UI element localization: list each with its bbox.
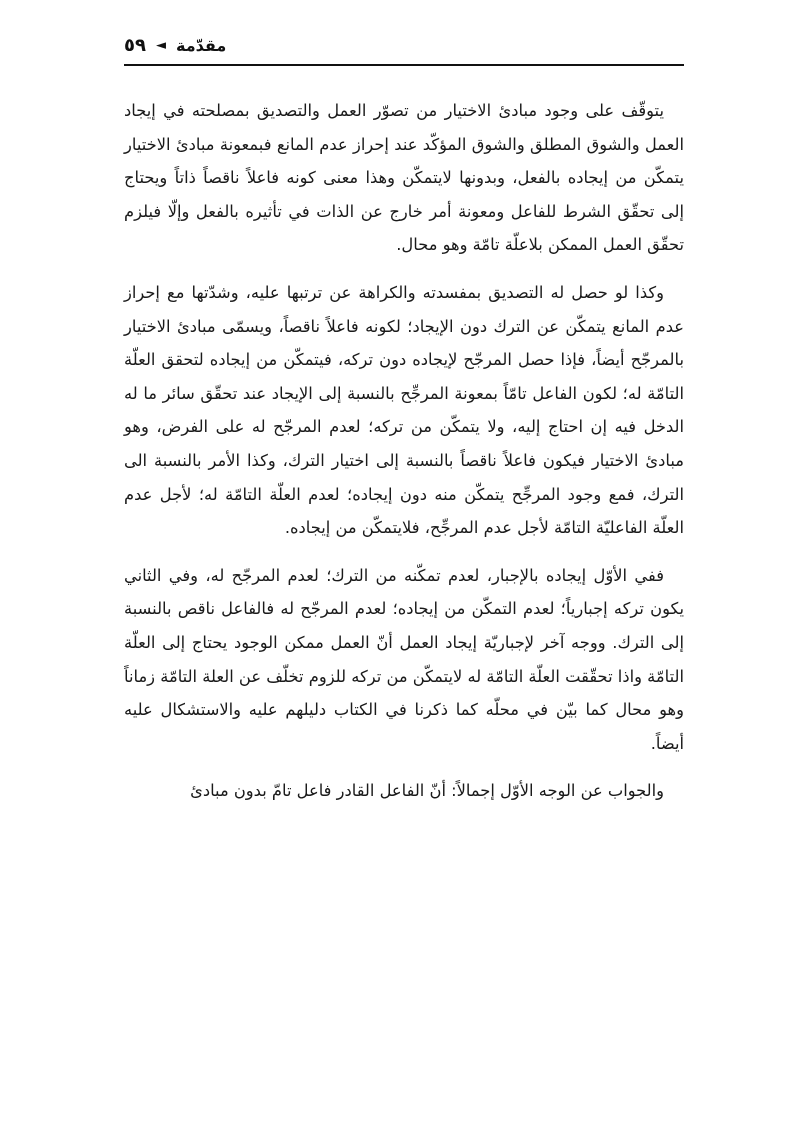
header-divider	[124, 64, 684, 66]
page-number: ٥٩	[124, 34, 146, 56]
running-header	[124, 28, 684, 62]
body-text	[124, 94, 684, 808]
paragraph: وكذا لو حصل له التصديق بمفسدته والكراهة عن ترتبها عليه، وشدّتها مع إحراز عدم المانع يتمكّن عن الترك دون الإيجاد؛ لكونه فاعلاً ناقصاً، ويسمّى مبادئ الاختيار بالمرجّح أيضاً، فإذا حصل المرجّح لإيجاده دون تركه، فيتمكّن من إيجاده لتحقق العلّة التامّة له؛ لكون الفاعل تامّاً بمعونة المرجِّح بالنسبة إلى الإيجاد عند تحقّق سائر ما له الدخل فيه إن احتاج إليه، ولا يتمكّن من تركه؛ لعدم المرجّح له على الفرض، وهو مبادئ الاختيار فيكون فاعلاً ناقصاً بالنسبة إلى اختيار الترك، وكذا الأمر بالنسبة الى الترك، فمع وجود المرجِّح يتمكّن منه دون إيجاده؛ لعدم العلّة التامّة له؛ لأجل عدم العلّة الفاعليّة التامّة لأجل عدم المرجِّح، فلايتمكّن من إيجاده.	[124, 282, 684, 538]
section-title: مقدّمة	[175, 35, 227, 55]
left-arrow-icon: ◄	[155, 37, 166, 53]
paragraph: يتوقّف على وجود مبادئ الاختيار من تصوّر العمل والتصديق بمصلحته في إيجاد العمل والشوق المطلق والشوق المؤكّد عند إحراز عدم المانع فبمعونة مبادئ الاختيار يتمكّن من إيجاده بالفعل، وبدونها لايتمكّن وهذا معنى كونه فاعلاً ناقصاً ذاتاً ويحتاج إلى تحقّق الشرط للفاعل ومعونة أمر خارج عن الذات في تأثيره بالفعل وإلّا فيلزم تحقّق العمل الممكن بلاعلّة تامّة وهو محال.	[124, 101, 684, 255]
paragraph: والجواب عن الوجه الأوّل إجمالاً: أنّ الفاعل القادر فاعل تامّ بدون مبادئ	[190, 781, 664, 801]
paragraph: ففي الأوّل إيجاده بالإجبار، لعدم تمكّنه من الترك؛ لعدم المرجّح له، وفي الثاني يكون تركه إجبارياً؛ لعدم التمكّن من إيجاده؛ لعدم المرجّح له فالفاعل ناقص بالنسبة إلى الترك. ووجه آخر لإجباريّة إيجاد العمل أنّ العمل ممكن الوجود يحتاج إلى العلّة التامّة واذا تحقّقت العلّة التامّة له لايتمكّن من تركه للزوم تخلّف عن العلة التامّة زماناً وهو محال كما بيّن في محلّه كما ذكرنا في الكتاب دليلهم عليه والاستشكال عليه أيضاً.	[124, 565, 684, 753]
